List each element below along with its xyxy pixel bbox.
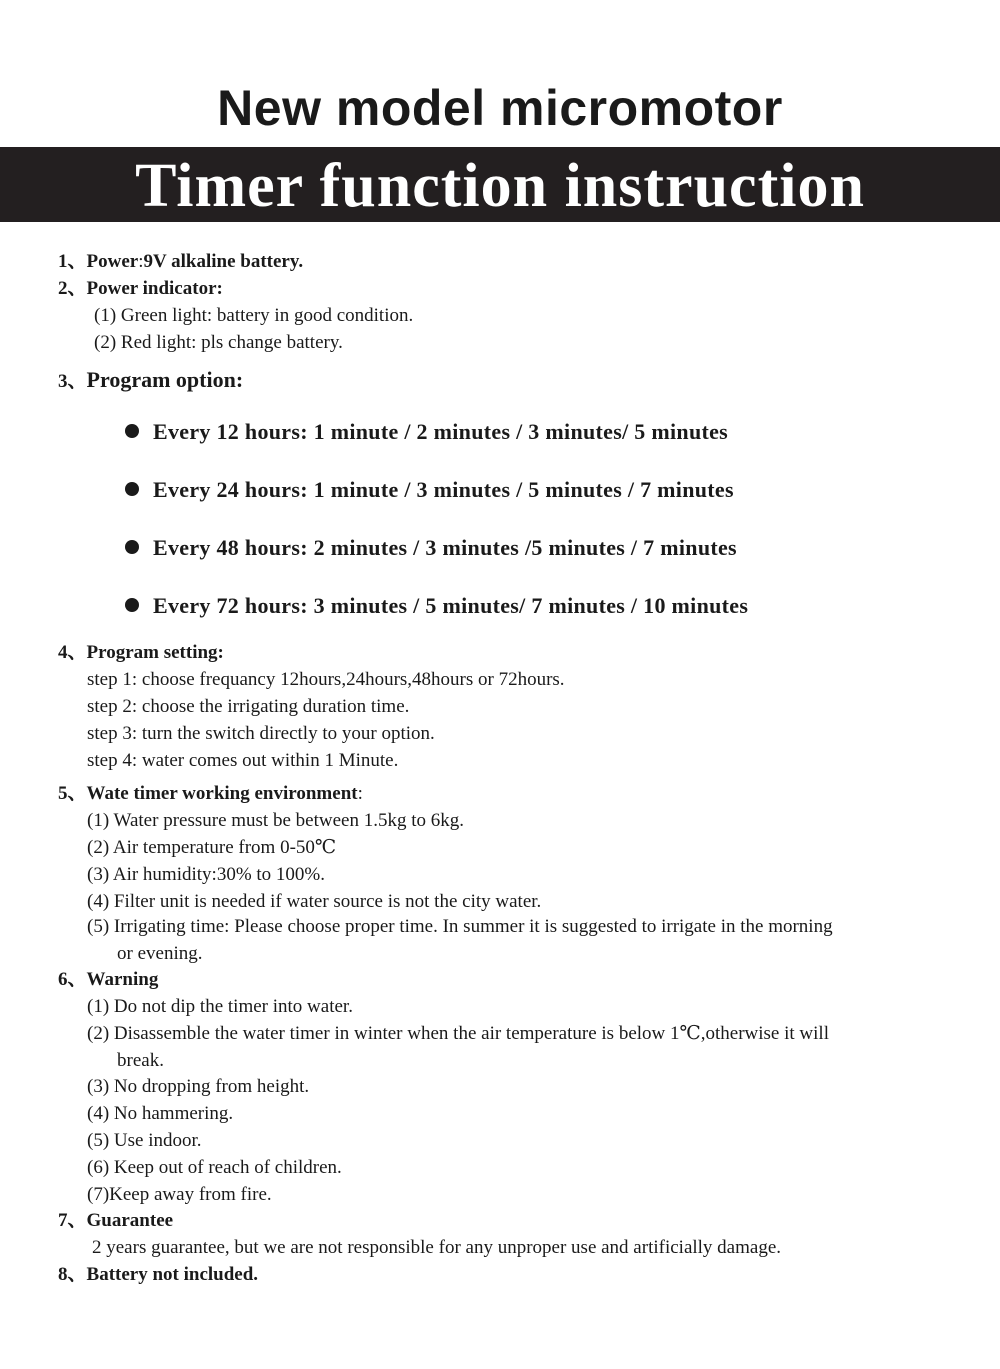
option-text: Every 48 hours: 2 minutes / 3 minutes /5 minutes / 7 minutes <box>153 535 737 560</box>
list-item: (2) Disassemble the water timer in winter when the air temperature is below 1℃,otherwise it will <box>87 1023 829 1044</box>
section-number: 3、 <box>58 371 87 392</box>
section-7-guarantee <box>58 1209 173 1233</box>
list-item: (1) Water pressure must be between 1.5kg to 6kg. <box>87 810 464 831</box>
page-title: New model micromotor <box>217 80 783 136</box>
guarantee-text: 2 years guarantee, but we are not responsible for any unproper use and artificially damage. <box>92 1237 782 1258</box>
section-text: 9V alkaline battery. <box>143 251 304 272</box>
section-6-warning <box>58 968 158 992</box>
list-item-continuation: break. <box>117 1050 164 1071</box>
option-text: Every 12 hours: 1 minute / 2 minutes / 3 minutes/ 5 minutes <box>153 419 729 444</box>
program-option <box>125 534 737 562</box>
list-item: (4) Filter unit is needed if water source is not the city water. <box>87 891 542 912</box>
list-item-continuation: or evening. <box>117 943 203 964</box>
section-label: Program option: <box>86 367 244 392</box>
program-option <box>125 418 728 446</box>
filled-circle-bullet-icon <box>125 598 139 612</box>
list-item: (5) Use indoor. <box>87 1130 202 1151</box>
list-item: step 2: choose the irrigating duration time. <box>87 696 410 717</box>
section-1-power <box>58 250 303 274</box>
section-label: Guarantee <box>86 1210 174 1231</box>
list-item: (5) Irrigating time: Please choose proper time. In summer it is suggested to irrigate in the morning <box>87 916 833 937</box>
label-colon: : <box>138 251 144 272</box>
section-label: Wate timer working environment <box>86 783 358 804</box>
section-3-program-option <box>58 368 243 394</box>
section-number: 8、 <box>58 1264 87 1285</box>
list-item: (3) Air humidity:30% to 100%. <box>87 864 326 885</box>
section-label: Power indicator: <box>86 278 223 299</box>
section-label: Battery not included. <box>86 1264 259 1285</box>
section-number: 7、 <box>58 1210 87 1231</box>
list-item: step 1: choose frequancy 12hours,24hours,48hours or 72hours. <box>87 669 565 690</box>
list-item: (4) No hammering. <box>87 1103 234 1124</box>
section-number: 2、 <box>58 278 87 299</box>
section-number: 6、 <box>58 969 87 990</box>
filled-circle-bullet-icon <box>125 540 139 554</box>
list-item: step 4: water comes out within 1 Minute. <box>87 750 399 771</box>
list-item: (1) Do not dip the timer into water. <box>87 996 353 1017</box>
list-item: (6) Keep out of reach of children. <box>87 1157 342 1178</box>
section-4-program-setting <box>58 641 224 665</box>
list-item: (1) Green light: battery in good condition. <box>94 305 414 326</box>
list-item: (7)Keep away from fire. <box>87 1184 272 1205</box>
list-item: step 3: turn the switch directly to your option. <box>87 723 435 744</box>
program-option <box>125 476 734 504</box>
section-label: Program setting: <box>86 642 224 663</box>
label-colon: : <box>357 783 363 804</box>
list-item: (2) Air temperature from 0-50℃ <box>87 837 337 858</box>
list-item: (3) No dropping from height. <box>87 1076 310 1097</box>
program-option <box>125 592 748 620</box>
section-8-battery <box>58 1263 258 1287</box>
filled-circle-bullet-icon <box>125 482 139 496</box>
section-5-working-environment <box>58 782 363 806</box>
title-banner <box>0 147 1000 222</box>
section-label: Power <box>86 251 139 272</box>
option-text: Every 72 hours: 3 minutes / 5 minutes/ 7 minutes / 10 minutes <box>153 593 749 618</box>
filled-circle-bullet-icon <box>125 424 139 438</box>
section-label: Warning <box>86 969 159 990</box>
section-number: 5、 <box>58 783 87 804</box>
section-number: 4、 <box>58 642 87 663</box>
option-text: Every 24 hours: 1 minute / 3 minutes / 5 minutes / 7 minutes <box>153 477 734 502</box>
section-number: 1、 <box>58 251 87 272</box>
section-2-power-indicator <box>58 277 223 301</box>
list-item: (2) Red light: pls change battery. <box>94 332 343 353</box>
banner-title: Timer function instruction <box>135 152 865 220</box>
